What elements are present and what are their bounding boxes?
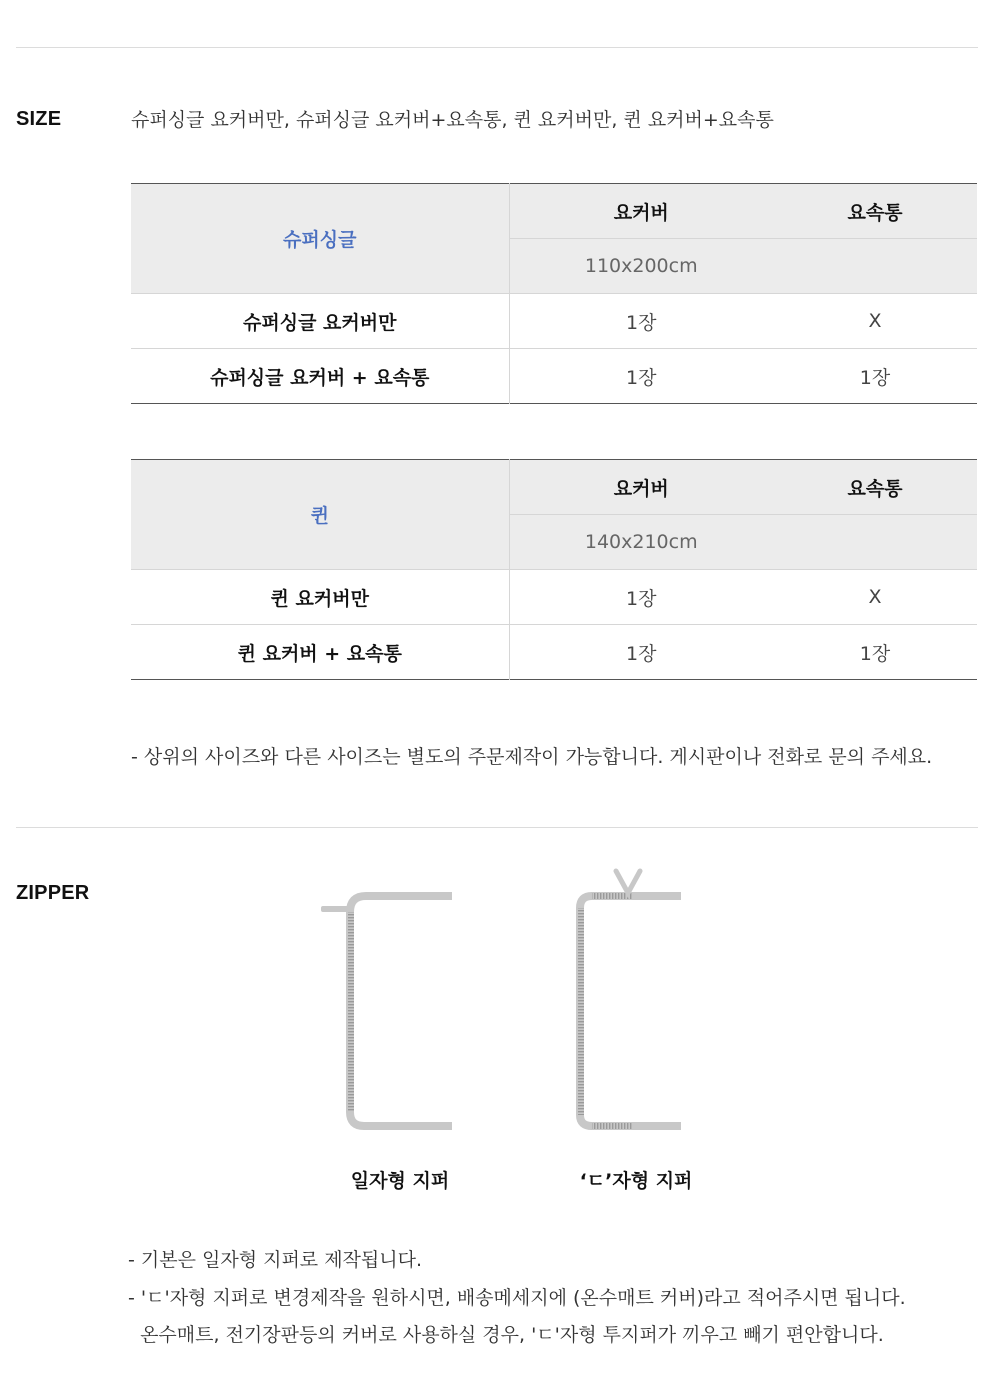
row-label: 슈퍼싱글 요커버 + 요속통 (131, 349, 509, 404)
empty-dimension-cell (773, 515, 977, 570)
row-label: 퀸 요커버만 (131, 570, 509, 625)
yosoktong-qty: X (773, 570, 977, 625)
zipper-note-1: - 기본은 일자형 지퍼로 제작됩니다. (128, 1249, 423, 1271)
size-options-text: 슈퍼싱글 요커버만, 슈퍼싱글 요커버+요속통, 퀸 요커버만, 퀸 요커버+요속통 (131, 109, 774, 131)
yocover-qty: 1장 (509, 349, 773, 404)
yosoktong-qty: X (773, 294, 977, 349)
column-header-yosoktong: 요속통 (773, 460, 977, 515)
straight-zipper-caption: 일자형 지퍼 (350, 1170, 450, 1192)
yocover-qty: 1장 (509, 625, 773, 680)
table-category-supersingle: 슈퍼싱글 (131, 184, 509, 294)
size-section-label: SIZE (16, 108, 62, 130)
dimension-cell: 140x210cm (509, 515, 773, 570)
row-label: 퀸 요커버 + 요속통 (131, 625, 509, 680)
yosoktong-qty: 1장 (773, 349, 977, 404)
yocover-qty: 1장 (509, 570, 773, 625)
empty-dimension-cell (773, 239, 977, 294)
zipper-note-3: 온수매트, 전기장판등의 커버로 사용하실 경우, 'ㄷ'자형 투지퍼가 끼우고 빼기 편안합니다. (128, 1324, 884, 1346)
zipper-section-label: ZIPPER (16, 882, 90, 904)
straight-zipper-diagram (318, 890, 458, 1130)
row-label: 슈퍼싱글 요커버만 (131, 294, 509, 349)
table-row (131, 349, 977, 404)
table-row (131, 294, 977, 349)
supersingle-size-table (131, 183, 977, 404)
size-note: - 상위의 사이즈와 다른 사이즈는 별도의 주문제작이 가능합니다. 게시판이나 전화로 문의 주세요. (131, 746, 933, 768)
table-row (131, 570, 977, 625)
queen-size-table (131, 459, 977, 680)
c-shape-zipper-caption: ‘ㄷ’자형 지퍼 (579, 1170, 693, 1192)
table-category-queen: 퀸 (131, 460, 509, 570)
table-row (131, 625, 977, 680)
top-divider (16, 47, 978, 48)
yosoktong-qty: 1장 (773, 625, 977, 680)
zipper-note-2: - 'ㄷ'자형 지퍼로 변경제작을 원하시면, 배송메세지에 (온수매트 커버)라고 적어주시면 됩니다. (128, 1287, 906, 1309)
c-shape-zipper-diagram (570, 865, 690, 1135)
column-header-yocover: 요커버 (509, 184, 773, 239)
column-header-yocover: 요커버 (509, 460, 773, 515)
zipper-divider (16, 827, 978, 828)
dimension-cell: 110x200cm (509, 239, 773, 294)
yocover-qty: 1장 (509, 294, 773, 349)
column-header-yosoktong: 요속통 (773, 184, 977, 239)
